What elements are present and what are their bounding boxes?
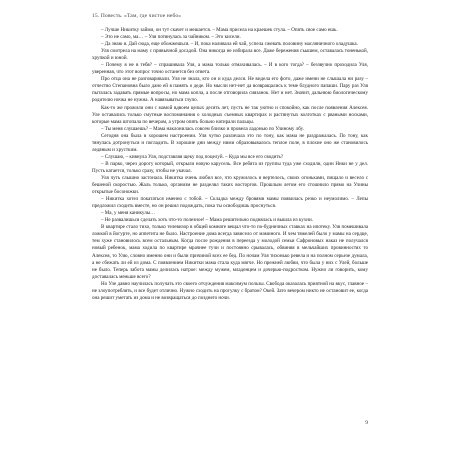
paragraph: Сегодня она была в хорошем настроении. Уля чутко различала это по тону, как мама не раздражалась. По тону, как тянулась дотронуться и погладить. В хорошие дни между ними образовывалось теплое поле, в плохие оно же становилось ледяным и хрустким.	[92, 132, 368, 153]
paragraph: – В парко, через дорогу который, открыли новую карусель. Все ребята из группы туда уже сходили, один Ники не у дел. Пусть катается, только сразу, чтобы не укачал.	[92, 160, 368, 174]
paragraph: Но Уле давно научилась получать это своего отчуждения максимум пользы. Свобода оказалась приятной на вкус, главное – не злоупотреблять, и все будет отлично. Нужно сходить на прогулку с братом? Окей. Зато вечером никто не остановит ее, когда она решит уметать из дома и не возвращаться до позднего ночи.	[92, 280, 368, 301]
paragraph: – Ма, у меня каникулы…	[101, 210, 156, 217]
paragraph: – Лучше Никитку займи, он тут скачет и мешается. – Мама присела на краешек стула. – Опять свое само ешь.	[101, 27, 338, 33]
body-text	[92, 27, 368, 302]
paragraph: – Это не само, ма… – Уля потянулась за чайником. – Это кисели.	[101, 34, 241, 41]
paragraph: – Никитка хотел покататься именно с тобой. – Складка между бровями мамы появилась резко и неумолимо. – Лепы предложил сходить вместе, но он решил подождать, пока ты освободишь проснуться.	[92, 196, 368, 210]
paragraph: – Да знаю я. Дай сюда, еще обожжешься. – И, пока наливала ей чай, успела сжевать половину масляничного оладушка.	[101, 41, 358, 48]
paragraph: Уля смотрела на маму с привычной досадой. Она никогда не избирала все. Даже бережения съышем, оставалась тоненькой, хрупкой и юной.	[92, 48, 368, 62]
paragraph: Уля чуть слышно застонала. Никитка очень любил все, что кружилось и вертелось, своих огоньками, пищало и весело с бешеной скоростью. Жаль только, организм не разделял таких восторгов. Прошлым летом его стошнило прямо на Улины открытые босоножки.	[92, 174, 368, 196]
paragraph: – Ты меня слушаешь? – Мама наклонилась совсем близко и провела ладонью по Улиному лбу.	[101, 125, 304, 132]
paragraph: Про отца она не разговаривали. Уля не знала, кто он и куда делся. Не видела его фото, даже имени не слышала ни разу – отчество Степановна было дано ей в память о деде. Но мысли нет-нет да возвращались к теме блудного папаши. Пару раз Уля пыталась задавать прямые вопросы, но мама копла, а после отговорила сиязанок. Нет и нет. Значит, дальнюю биологическому родителю ночка не нужна. А навязываться глупо.	[92, 76, 368, 104]
paragraph: В квартире стало тихо, только телевизор в общей комнате вещал что-то по-будничных ставках на ипотеку. Уля помешивала ложкой в йогурте, но аппетита не было. Настроение дома всегда зависело от маминого. И чем тяжелей было у мамы на сердце, тем хуже становилось всем остальным. Когда после рождения в переезда у молодой семьи Сафроновых наказ не получался новый ребенок, мама ходила по квартире мрачнее тучи и постоянно срывалась, обвиняя в мельчайших провинностях то Алексея, то Улю, словно именно они и были причиной всех ее бед. По ночам Уля тихонько ревела и на полном серьезе думала, а не сбежать ли ей из дома. С появлением Никитки мама стала куда мягче. Но прежней любви, что была у них с Улей, больше не было. Теперь забота мамы делилась натрое: между мужем, младенцем и дочерью-подростком. Нужно ли говорить, кому доставалась меньше всего?	[92, 224, 368, 280]
running-header: 15. Повесть. «Там, где чистое небо»	[92, 13, 182, 19]
paragraph: – Не развалишься сделать хоть что-то полезное! – Мама решительно поднялась и вышла из кухни.	[101, 217, 313, 224]
paragraph: – Почему я не в тебя? – спрашивала Уля, а мама только отмахивалась. – И в кого тогда? – беззвучно проходила Уля, уверенная, что этот вопрос точно останется без ответа.	[92, 62, 368, 76]
page-number: 9	[365, 420, 368, 426]
paragraph: Как-то же прожили они с мамой вдвоем целых десять лет, пусть не так уютно и спокойно, как после появления Алексея. Уле оставались только смутные воспоминания о холодных съемных квартирах и растянутых колготках с рваными носками, которые мама штопала по вечерам, а утром опять больно натирали пальцы.	[92, 104, 368, 125]
paragraph: – Слушаю, – кивнула Уля, подставляя щеку под поцелуй. – Куда мы все его сводить?	[101, 153, 284, 160]
